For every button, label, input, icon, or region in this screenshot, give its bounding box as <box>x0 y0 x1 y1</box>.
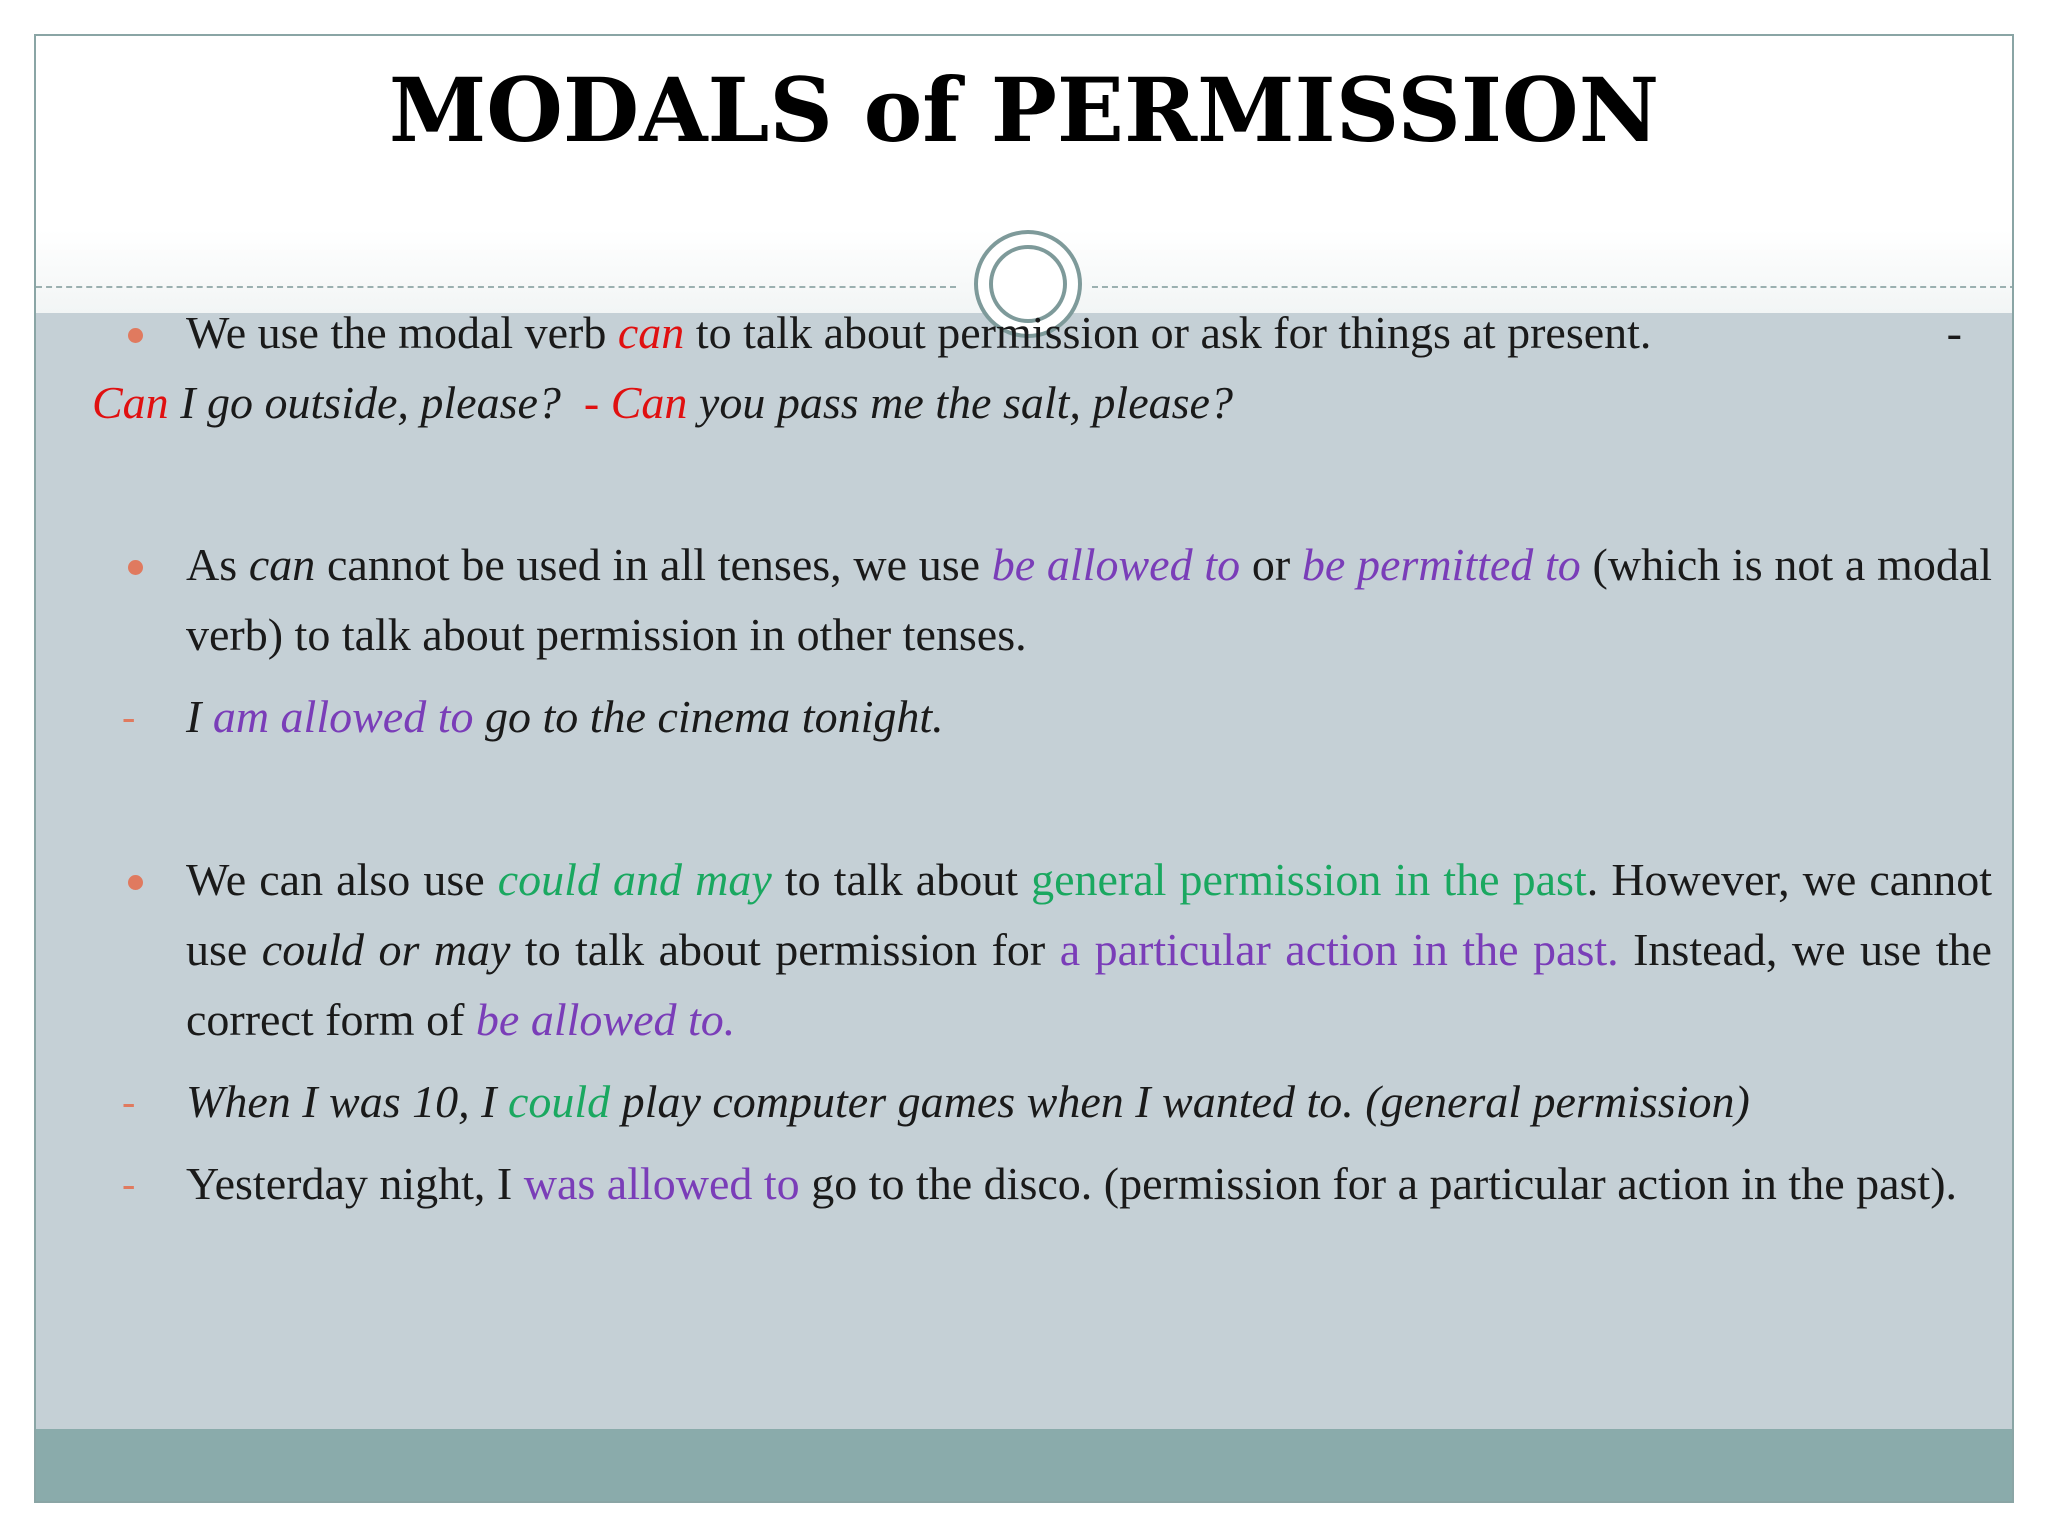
footer-band <box>36 1429 2012 1503</box>
text: . However, we cannot use <box>186 854 1992 975</box>
example-text: I go outside, please? <box>168 377 561 428</box>
highlight-purple: be allowed to <box>991 539 1241 590</box>
text: to talk about permission for <box>510 924 1060 975</box>
text: As <box>186 539 249 590</box>
example-3-text <box>186 1067 1992 1137</box>
slide <box>34 34 2014 1503</box>
example-2-text <box>186 682 1992 752</box>
highlight-can: can <box>617 307 685 358</box>
slide-title: MODALS of PERMISSION <box>388 58 1660 162</box>
example-text: you pass me the salt, please? <box>687 377 1233 428</box>
bullet-dot-icon <box>128 560 143 575</box>
highlight-purple: be permitted to <box>1301 539 1581 590</box>
dash-marker: - <box>122 694 136 739</box>
highlight-green: could <box>507 1076 611 1127</box>
text: Instead, we use the correct form of <box>186 924 1992 1045</box>
highlight-green: general permission in the past <box>1031 854 1587 905</box>
text: We can also use <box>186 854 498 905</box>
example-can: Can <box>92 377 169 428</box>
bullet-1-examples <box>92 368 1992 438</box>
text: When I was 10, I <box>186 1076 508 1127</box>
bullet-item-3 <box>92 845 1992 1055</box>
highlight-purple: am allowed to <box>212 691 474 742</box>
text: or <box>1240 539 1302 590</box>
text: We use the modal verb <box>186 307 618 358</box>
text: (which is not a modal verb) to talk about permission in other tenses. <box>186 539 1993 660</box>
content <box>92 298 1992 1219</box>
highlight-purple: a particular action in the past. <box>1059 924 1619 975</box>
highlight-purple: was allowed to <box>523 1158 800 1209</box>
bullet-item-1 <box>92 298 1992 368</box>
bullet-dot-icon <box>128 875 143 890</box>
text: to talk about permission or ask for things at present. <box>684 307 1652 358</box>
text: I <box>186 691 213 742</box>
bullet-dot-icon <box>128 328 143 343</box>
example-item-4 <box>92 1149 1992 1219</box>
bullet-3-text <box>186 845 1992 1055</box>
bullet-1-text <box>186 298 1992 368</box>
example-item-3 <box>92 1067 1992 1137</box>
text: go to the disco. (permission for a particular action in the past). <box>799 1158 1958 1209</box>
example-can: - Can <box>583 377 688 428</box>
text: Yesterday night, I <box>186 1158 524 1209</box>
example-4-text <box>186 1149 1992 1219</box>
dash: - <box>1946 307 1962 358</box>
bullet-item-2 <box>92 530 1992 670</box>
text: to talk about <box>771 854 1032 905</box>
italic-can: can <box>248 539 316 590</box>
highlight-green: could and may <box>497 854 772 905</box>
text: play computer games when I wanted to. (general permission) <box>610 1076 1750 1127</box>
text: go to the cinema tonight. <box>473 691 944 742</box>
example-item-2 <box>92 682 1992 752</box>
divider-left <box>36 286 956 288</box>
highlight-purple: be allowed to. <box>475 994 736 1045</box>
divider-right <box>1092 286 2014 288</box>
italic-text: could or may <box>261 924 511 975</box>
text: cannot be used in all tenses, we use <box>315 539 992 590</box>
bullet-2-text <box>186 530 1992 670</box>
dash-marker: - <box>122 1079 136 1124</box>
dash-marker: - <box>122 1161 136 1206</box>
